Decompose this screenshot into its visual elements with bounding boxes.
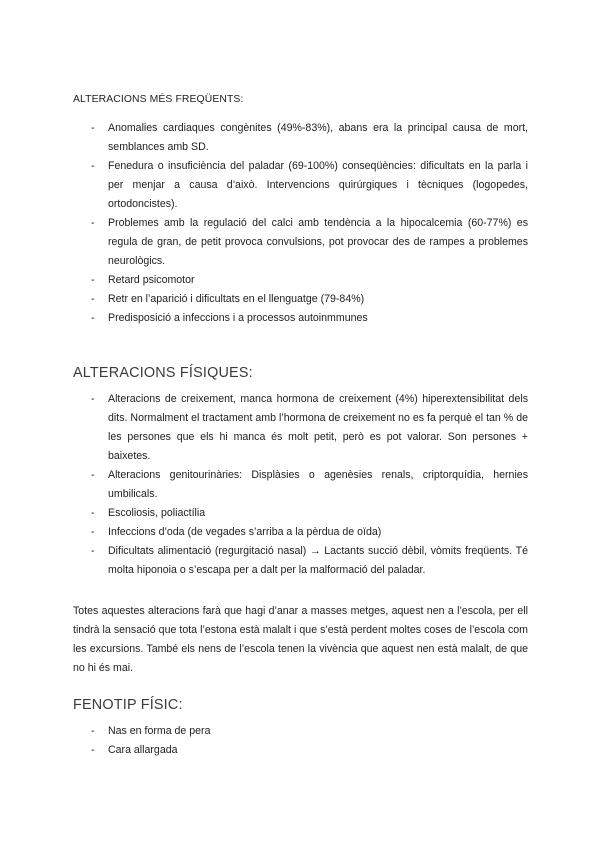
section-heading-physical: ALTERACIONS FÍSIQUES: (73, 365, 253, 381)
phenotype-list (73, 722, 528, 760)
bullet-dash: - (91, 507, 95, 519)
section-heading-phenotype: FENOTIP FÍSIC: (73, 697, 183, 713)
physical-alterations-list (73, 390, 528, 580)
bullet-dash: - (91, 122, 95, 134)
list-item: - Problemes amb la regulació del calci amb tendència a la hipocalcemia (60-77%) es regula de gran, de petit provoca convulsions, pot provocar des de rampes a problemes neurològics. (73, 214, 528, 271)
list-item: - Infeccions d’oda (de vegades s’arriba a la pèrdua de oïda) (73, 523, 528, 542)
bullet-dash: - (91, 469, 95, 481)
bullet-dash: - (91, 545, 95, 557)
frequent-alterations-list (73, 119, 528, 328)
bullet-dash: - (91, 293, 95, 305)
bullet-dash: - (91, 725, 95, 737)
list-item: - Retard psicomotor (73, 271, 528, 290)
list-item: - Fenedura o insuficiència del paladar (69-100%) conseqüències: dificultats en la parla i per menjar a causa d’això. Intervencions quirúrgiques i tècniques (logopedes, ortodoncistes). (73, 157, 528, 214)
bullet-dash: - (91, 160, 95, 172)
section-heading-frequent: ALTERACIONS MÉS FREQÜENTS: (73, 94, 244, 105)
list-item: - Predisposició a infeccions i a processos autoinmmunes (73, 309, 528, 328)
list-item: - Cara allargada (73, 741, 528, 760)
bullet-dash: - (91, 393, 95, 405)
list-item: - Dificultats alimentació (regurgitació nasal) → Lactants succió dèbil, vòmits freqüents. Té molta hiponoia o s’escapa per a dalt per la malformació del paladar. (73, 542, 528, 580)
bullet-dash: - (91, 526, 95, 538)
bullet-dash: - (91, 744, 95, 756)
list-item: - Alteracions genitourinàries: Displàsies o agenèsies renals, criptorquídia, hernies umbilicals. (73, 466, 528, 504)
body-paragraph: Totes aquestes alteracions farà que hagi d’anar a masses metges, aquest nen a l’escola, per ell tindrà la sensació que tota l’estona està malalt i que s’està perdent moltes coses de l’escola com les excursions. També els nens de l’escola tenen la vivència que aquest nen està malalt, de que no hi és mai. (73, 605, 528, 674)
bullet-dash: - (91, 312, 95, 324)
bullet-dash: - (91, 274, 95, 286)
list-item: - Nas en forma de pera (73, 722, 528, 741)
list-item: - Alteracions de creixement, manca hormona de creixement (4%) hiperextensibilitat dels dits. Normalment el tractament amb l’hormona de creixement no es fa perquè el tan % de les persones que els hi manca és molt petit, però es pot valorar. Son persones + baixetes. (73, 390, 528, 466)
bullet-dash: - (91, 217, 95, 229)
list-item: - Escoliosis, poliactília (73, 504, 528, 523)
list-item: - Retr en l’aparició i dificultats en el llenguatge (79-84%) (73, 290, 528, 309)
list-item: - Anomalies cardiaques congènites (49%-83%), abans era la principal causa de mort, semblances amb SD. (73, 119, 528, 157)
